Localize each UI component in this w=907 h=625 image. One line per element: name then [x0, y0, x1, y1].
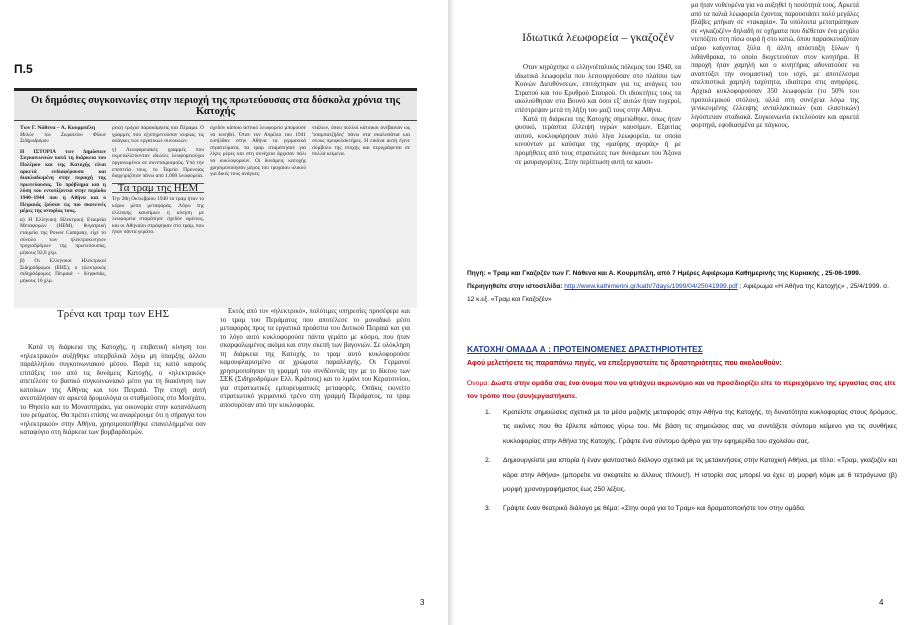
clipping-byline-affiliation: Μελών του Σωματείου Φίλων Σιδηροδρόμου	[20, 132, 106, 145]
right-page	[455, 0, 907, 625]
newspaper-clipping-public-transport	[14, 88, 417, 308]
activity-number: 2.	[485, 457, 491, 465]
left-page	[0, 0, 448, 625]
clipping-column-2	[691, 2, 859, 260]
activity-text: Δημιουργείστε μια ιστορία ή έναν φανταστικό διάλογο σχετικά με τις μετακινήσεις στην Κατοχική Αθήνα, με τίτλο: «Τραμ, γκαζοζέν και κάρα στην Αθήνα» (μπορείτε να σκεφτείτε κι άλλους τίτλους!). Η ιστορία σας μπορεί να έχει: α) μορφή κόμικ με 6 τετράγωνα (β) μορφή χρονογραφήματος έως 250 λέξεις.	[503, 457, 897, 494]
clipping-paragraph: Κατά τη διάρκεια της Κατοχής, η επιβατική κίνηση του «ηλεκτρικού» αυξήθηκε υπερβολικά λόγω μη ύπαρξης άλλου παράλληλου συγκοινωνιακού μέσου. Παρά τις κατά καιρούς επιτάξεις του από τις δυνάμεις Κατοχής, ο «ηλεκτρικός» απετέλεσε το βασικό συγκοινωνιακό μέσο για τη διακίνηση των κατοίκων της Αθήνας και του Πειραιά. Την εποχή αυτή ανεστάλησαν σε αρκετά δρομολόγια οι σταθμεύσεις στο Μοσχάτο, το Θησείο και το Μοναστηράκι, για οικονομία στην κατανάλωση του ρεύματος. Θα πρέπει επίσης να αναφέρουμε ότι η σήραγγα του «ηλεκτρικού» στην Αθήνα, χρησιμοποιήθηκε επανειλημμένα σαν καταφύγιο στη διάρκεια των βομβαρδισμών.	[20, 344, 206, 437]
group-name-text: Δώστε στην ομάδα σας ένα όνομα που να φτιάχνει ακρωνύμιο και να προσδιορίζει είτε το περιεχόμενο της εργασίας σας είτε τον τρόπο που (συν)εργαστήκατε.	[467, 380, 896, 400]
activity-text: Γράψτε έναν θεατρικό διάλογο με θέμα: «Στην ουρά για το Τραμ» και δραματοποιήστε τον στην ομάδα.	[503, 505, 806, 513]
clipping-paragraph: β) Οι Ελληνικοί Ηλεκτρικοί Σιδηρόδρομοι (ΕΗΣ), ο ηλεκτρικός σιδηρόδρομος Πειραιά – Κηφισιάς, μήκους 16 χλμ.	[20, 258, 106, 285]
source-citation	[467, 267, 892, 306]
clipping-subheading: Τα τραμ της ΗΕΜ	[112, 183, 204, 194]
clipping-column-1	[20, 344, 206, 592]
clipping-byline: Των Γ. Νάθενα – Α. Κουρμπέλη	[20, 125, 96, 131]
clipping-paragraph: ρεια) τρόχια παρακάμψεις και Πέραμα. Ο γραμμές που εξυπηρετούσαν κυρίως τις ανάγκες των εργατικών συνοικιών.	[112, 125, 204, 145]
activities-list	[467, 406, 897, 522]
page-gutter	[448, 0, 455, 625]
clipping-column-2	[112, 125, 204, 308]
clipping-paragraph: α) Η Ελληνική Ηλεκτρική Εταιρεία Μεταφορών (ΗΕΜ), θυγατρική εταιρεία της Power Company, είχε το σύνολο των ηλεκτροκίνητων τροχιοδρόμων της πρωτεύουσας, μήκους 92,6 χλμ.	[20, 216, 106, 256]
clipping-paragraph: Την 28η Οκτωβρίου 1940 τα τραμ ήταν το κύριο μέσο μεταφοράς. Λόγω της έλλειψης καυσίμων η κίνηση με λεωφορεία σταμάτησε σχεδόν αμέσως, και οι Αθηναίοι στράφηκαν στο τραμ, που ήταν πάντα γεμάτο.	[112, 196, 204, 236]
newspaper-clipping-trains-trams	[20, 308, 425, 608]
clipping-paragraph: Οταν κηρύχτηκε ο ελληνοϊταλικός πόλεμος του 1940, τα ιδιωτικά λεωφορεία που λειτουργούσαν στο πλαίσιο των Κοινών Διευθύνσεων, επιτάχτηκαν για τις ανάγκες του Στρατού και του Ερυθρού Σταυρού. Οι ιδιοκτήτες τους τα ακολούθησαν στο Βουνό και όσοι εξ' αυτών ήταν τυχεροί, επέστρεψαν μετά τη λήξη του μαζί τους στην Αθήνα.	[515, 64, 681, 114]
clipping-title: Τρένα και τραμ των ΕΗΣ	[56, 308, 169, 320]
list-item	[467, 502, 897, 516]
page-number: 3	[420, 598, 425, 607]
source-text: « Τραμ και Γκαζοζέν των Γ. Νάθενα και Α. Κουρμπέλη, από 7 Ημέρες Αφιέρωμα Καθημερινής της Κυριακής , 25-06-1999. Περιηγηθείτε στην ιστοσελίδα:	[467, 270, 861, 290]
source-tail: ; Αφιέρωμα «Η Αθήνα της Κατοχής» , 25/4/1999. σ. 12 κ.εξ. «Τραμ και Γκαζοζέν»	[467, 283, 889, 303]
clipping-paragraph: Κατά τη διάρκεια της Κατοχής σημειώθηκε, όπως ήταν φυσικό, τεράστια έλλειψη υγρών καυσίμων. Εξαιτίας αυτού, κυκλοφόρησαν πολύ λίγα λεωφορεία, τα οποία κινούνταν με καύσιμα της «μαύρης αγοράς» ή με προμήθειες από τους στρατιώτες των δυνάμεων του Άξονα σε μαυραγορίτες. Στην περίπτωση αυτή τα καυσι-	[515, 115, 681, 166]
clipping-title: Ιδιωτικά λεωφορεία – γκαζοζέν	[522, 30, 674, 44]
source-link[interactable]: http://www.kathimerini.gr/kath/7days/1999/04/25041999.pdf	[564, 283, 738, 290]
section-label: Π.5	[14, 62, 33, 76]
newspaper-clipping-private-buses	[515, 0, 860, 262]
clipping-body	[14, 121, 417, 308]
list-item	[467, 406, 897, 449]
activity-number: 1.	[485, 409, 491, 416]
clipping-column-3	[210, 125, 306, 308]
clipping-paragraph: Εκτός από τον «ηλεκτρικό», πολύτιμες υπηρεσίες προσέφερε και το τραμ του Περάματος που αποτέλεσε το μοναδικό μέσο μεταφοράς προς τα εργατικά προάστια του Δυτικού Πειραιά και για το λόγο αυτό κυκλοφορούσε πάντα γεμάτο με κόσμο, που ήταν σκαρφαλωμένος ακόμα και στην σκεπή των βαγονιών. Σε ολόκληρη τη διάρκεια της Κατοχής το τραμ αυτό κυκλοφορούσε καμουφλαρισμένο σε χρώματα παραλλαγής. Οι Γερμανοί χρησιμοποίησαν τη γραμμή του συνδέοντάς την με το δίκτυο των ΣΕΚ (Σιδηροδρόμων Ελλ. Κράτους) και το λιμάνι του Κερατσινίου, για στρατιωτικές εμπορευματικές μεταφορές. Οσάκις εκινείτο στρατιωτικό γερμανικό τρένο στη γραμμή Περάματος, τα τραμ αποσυρόταν από την κυκλοφορία.	[220, 308, 410, 410]
activities-instruction: Αφού μελετήσετε τις παραπάνω πηγές, να επεξεργαστείτε τις δραστηριότητες που ακολουθούν:	[467, 360, 782, 367]
clipping-paragraph: Η ΙΣΤΟΡΙΑ των Δημόσιων Συγκοινωνιών κατά τη διάρκεια του Πολέμου και της Κατοχής είναι αρκετά ενδιαφέρουσα και διακλαδωμένη στην περιοχή της πρωτεύουσας. Το πρόβλημα και η λύση του εντοπίζονται στην περίοδο 1940–1944 που η Αθήνα και ο Πειραιάς ζούσαν τις πιο σκοτεινές μέρες της ιστορίας τους.	[20, 148, 106, 215]
page-number: 4	[879, 598, 884, 607]
clipping-column-1	[515, 64, 681, 260]
activity-text: Κρατείστε σημειώσεις σχετικά με τα μέσα μαζικής μεταφοράς στην Αθήνα της Κατοχής, τη δυνατότητα κυκλοφορίας στους δρόμους, τις εικόνες που θα έβλεπε κάποιος γύρω του. Με βάση τις σημειώσεις σας να συντάξετε σύντομο κείμενο για τις συνθήκες κυκλοφορίας στην Αθήνα της Κατοχής. Γράψτε ένα σύντομο άρθρο για την εφημερίδα του σχολείου σας.	[503, 409, 897, 445]
source-label: Πηγή:	[467, 270, 486, 277]
clipping-paragraph: μα ήταν νοθευμένα για να αυξηθεί η ποσότητά τους. Αρκετά από τα παλιά λεωφορεία έχοντας παρουσιάσει πολύ μεγάλες βλάβες μπήκαν σε «τακαρία». Τα υπόλοιπα μετατράπηκαν σε «γκαζοζέν» δηλαδή σε οχήματα που διέθεταν ένα μεγάλο ντεπόζιτο στη πίσω ουρά ή στο κατώ, όπου παρασκευαζόταν αέριο καίγοντας ξύλα ή άλλη απόσταξη ξύλων ή λιθάνθρακα, το οποίο διοχετευόταν στον κινητήρα. Η παροχή ήταν χαμηλή και ο κινητήρας αδυνατούσε να αναπτύξει την ονομαστική του ισχύ, με αποτέλεσμα απελπιστικά χαμηλή ταχύτητα, ιδιαίτερα στις ανηφόρες. Αρχικά κυκλοφορούσαν 350 λεωφορεία (το 50% του προπολεμικού στόλου), αλλά στη συνέχεια λόγω της γενικευμένης έλλειψης ανταλλακτικών (και ελαστικών) λιγόστευαν σταδιακά. Συγκοινωνία εκτελούσαν και αρκετά φορτηγά, εφοδιασμένα με πάγκους.	[691, 2, 859, 130]
clipping-paragraph: γ) Λεωφορειακές γραμμές που εκμεταλλεύονταν ιδιώτες λεωφορειούχοι οργανωμένοι σε συνεταιρισμούς. Υπό την εποπτεία τους, το Ταμείο Προνοίας διαχειριζόταν πάνω από 1.000 λεωφορεία.	[112, 146, 204, 180]
clipping-headline: Οι δημόσιες συγκοινωνίες στην περιοχή της πρωτεύουσας στα δύσκολα χρόνια της Κατοχής	[14, 91, 417, 121]
group-name-instruction	[467, 377, 897, 403]
activity-number: 3.	[485, 505, 491, 513]
clipping-paragraph: ντάλων, όπου πολλοί κάτοικοι ανέβαιναν ως 'τσαμπατζήδες' πάνω στα σκαλοπάτια και στους προφυλακτήρες. Η εικόνα αυτή έγινε σύμβολο της εποχής και περιγράφεται σε πολλά κείμενα.	[312, 125, 410, 158]
group-name-label: Όνομα:	[467, 380, 490, 387]
clipping-paragraph: σχεδόν κάποιο αστικό λεωφορείο μπορούσε να κινηθεί. Όταν τον Απρίλιο του 1941 εισήλθαν στην Αθήνα τα γερμανικά στρατεύματα, τα τραμ σταμάτησαν για λίγες μέρες και στη συνέχεια άρχισαν πάλι να κυκλοφορούν. Οι δυνάμεις κατοχής χρησιμοποίησαν μέρος του τροχαίου υλικού για δικές τους ανάγκες.	[210, 125, 306, 178]
clipping-column-2	[220, 308, 410, 588]
list-item	[467, 454, 897, 497]
activities-heading: ΚΑΤΟΧΗ/ ΟΜΑΔΑ Α : ΠΡΟΤΕΙΝΟΜΕΝΕΣ ΔΡΑΣΤΗΡΙΟΤΗΤΕΣ	[467, 344, 703, 354]
clipping-column-1	[20, 125, 106, 308]
clipping-column-4	[312, 125, 410, 308]
